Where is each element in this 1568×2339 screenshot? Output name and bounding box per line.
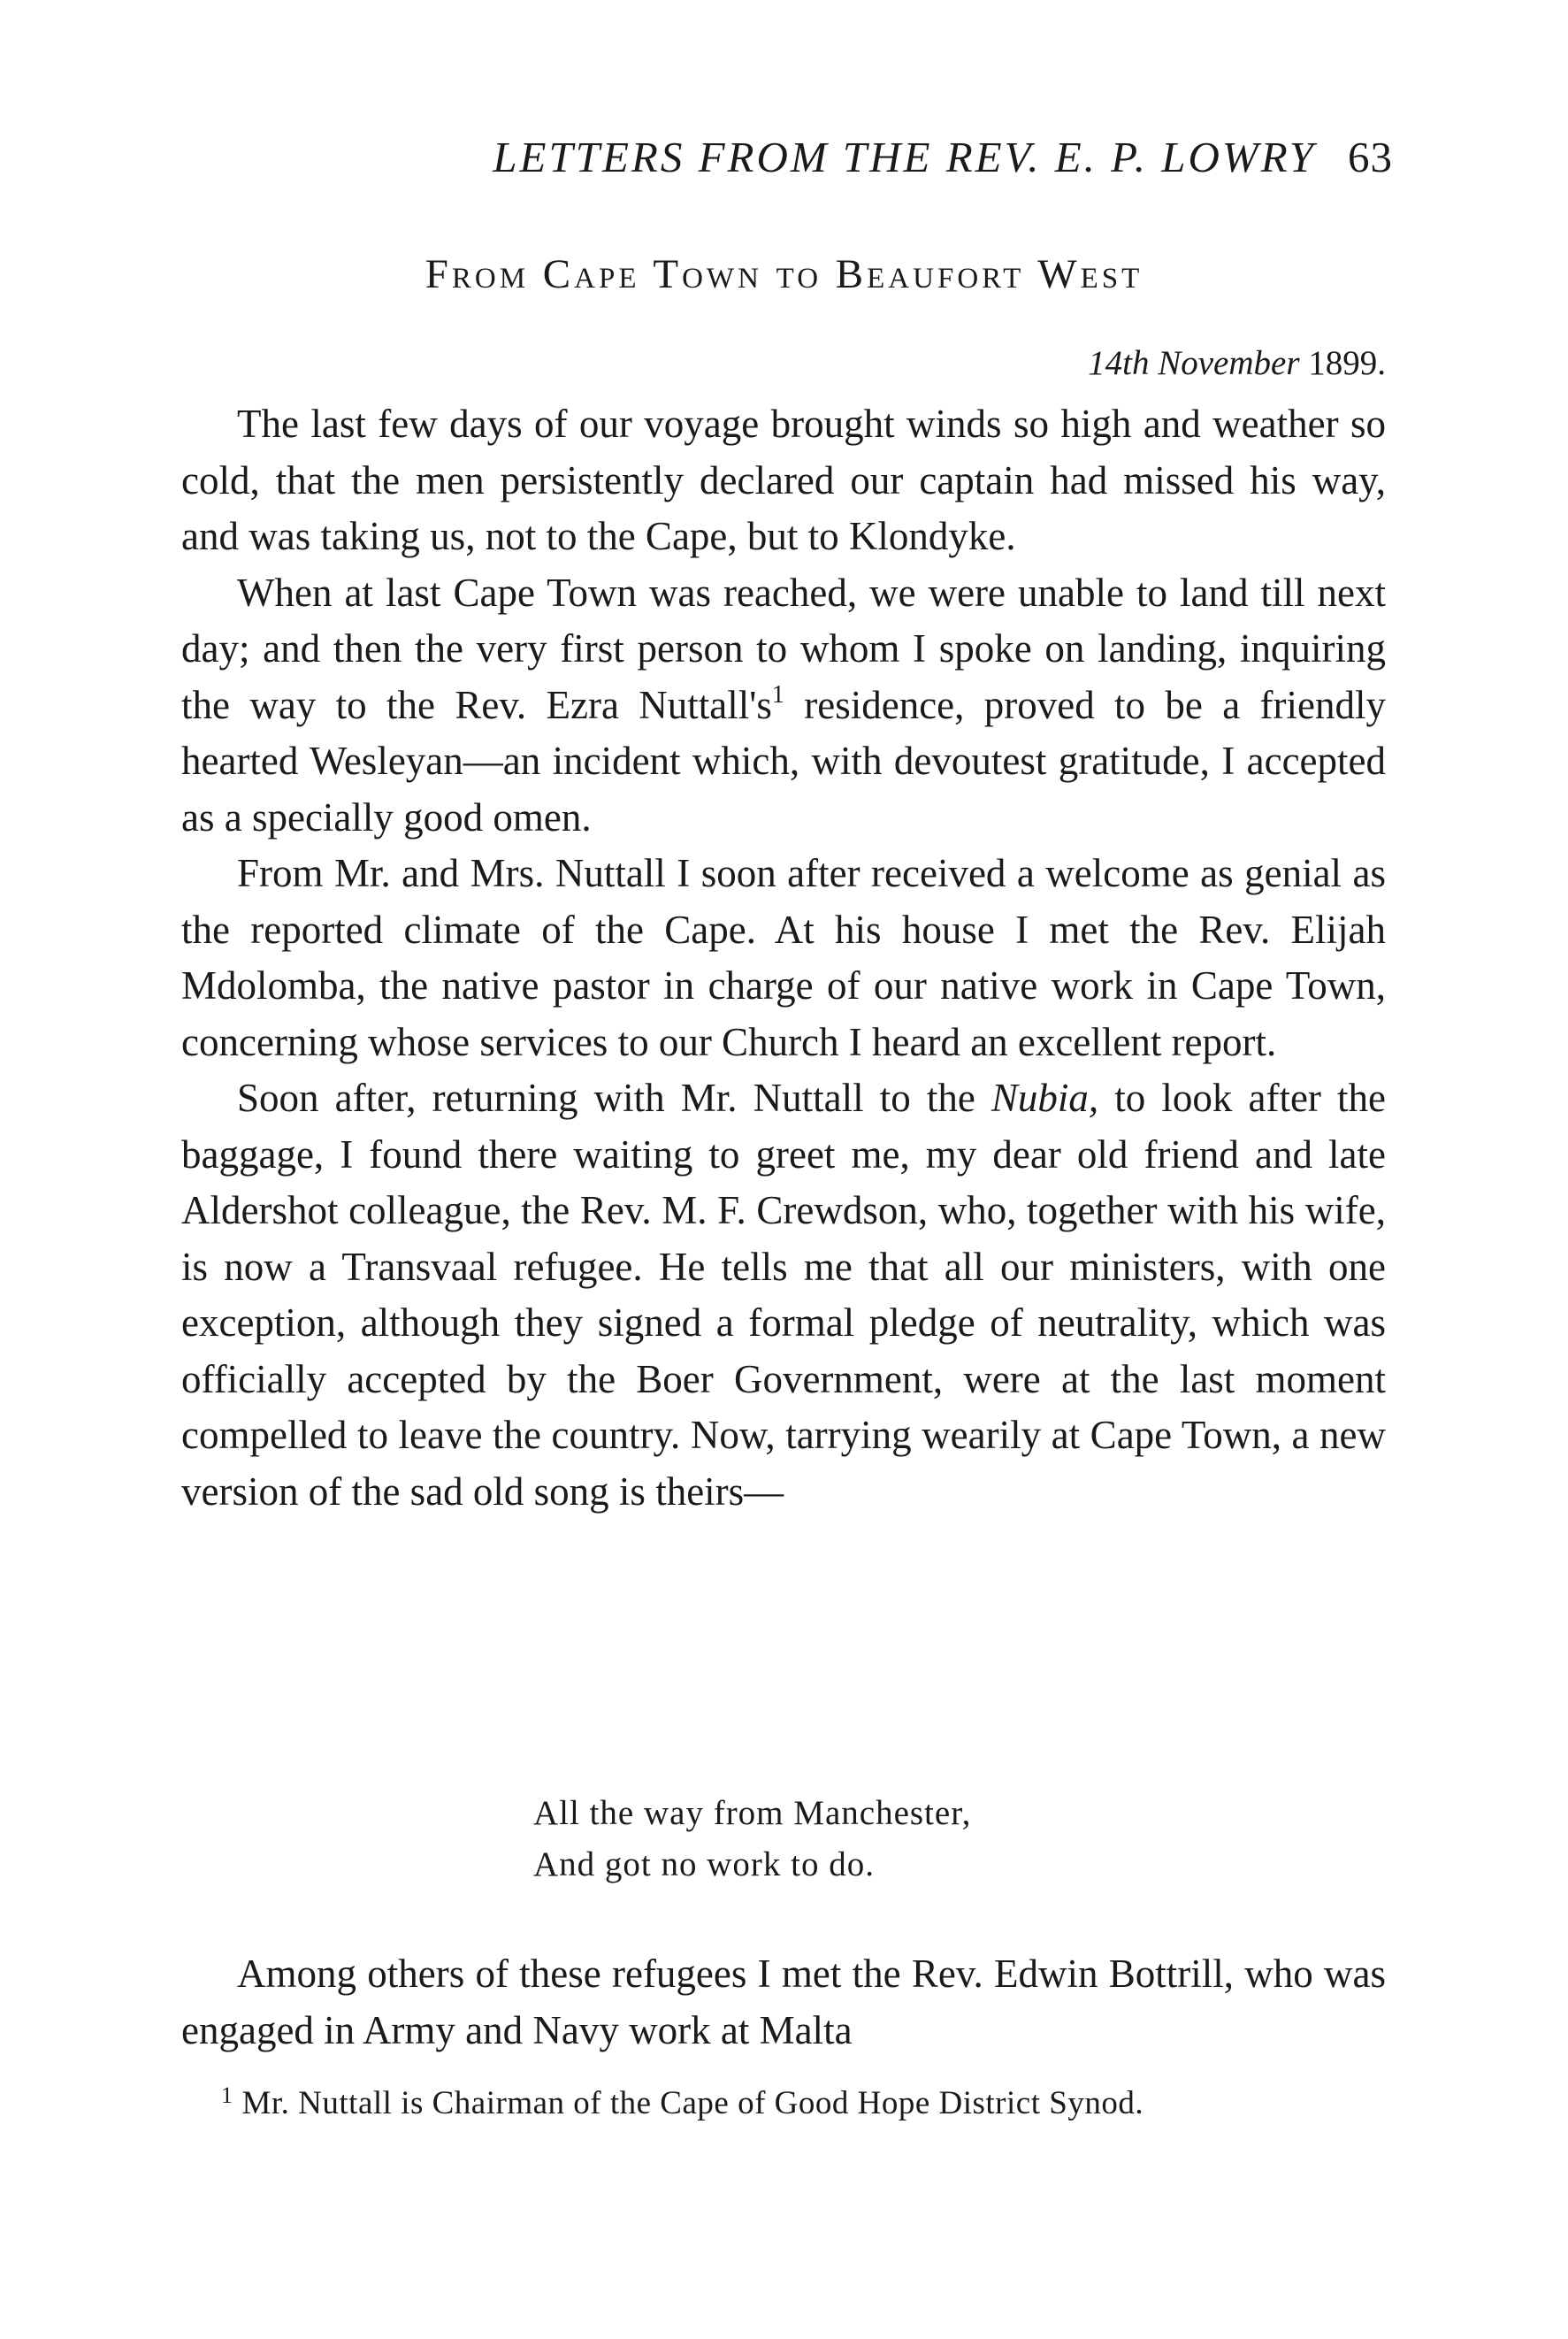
page-number: 63 — [1348, 133, 1393, 181]
verse-line-1: All the way from Manchester, — [533, 1794, 972, 1832]
footnote-marker: 1 — [221, 2082, 233, 2108]
paragraph-voyage: The last few days of our voyage brought winds so high and weather so cold, that the men persistently declared our captain had missed his way, and was taking us, not to the Cape, but to Klondyke. — [181, 402, 1386, 558]
ship-name: Nubia, — [991, 1076, 1099, 1120]
dateline-day: 14th November — [1088, 344, 1300, 382]
paragraph-landing-text-a: When at last Cape Town was reached, we were unable to land till next day; and then the very first person to whom I spoke on landing, inquiring the way to the Rev. Ezra Nuttall's — [181, 570, 1386, 727]
section-title: From Cape Town to Beaufort West — [425, 251, 1143, 297]
paragraph-nuttall: From Mr. and Mrs. Nuttall I soon after received a welcome as genial as the reported climate of the Cape. At his house I met the Rev. Elijah Mdolomba, the native pastor in charge of our native work in Cape Town, concerning whose services to our Church I heard an excellent report. — [181, 851, 1386, 1064]
letter-body-continued — [181, 1946, 1386, 2059]
dateline — [181, 343, 1386, 384]
running-head — [181, 131, 1393, 184]
footnote-text: Mr. Nuttall is Chairman of the Cape of Good Hope District Synod. — [241, 2085, 1144, 2121]
paragraph-landing — [181, 565, 1386, 847]
footnote — [221, 2074, 1388, 2125]
paragraph-bottrill: Among others of these refugees I met the Rev. Edwin Bottrill, who was engaged in Army and Navy work at Malta — [181, 1952, 1386, 2052]
running-title: LETTERS FROM THE REV. E. P. LOWRY — [493, 133, 1316, 181]
verse-line-2: And got no work to do. — [533, 1845, 875, 1883]
dateline-year: 1899. — [1308, 344, 1386, 382]
paragraph-refugees — [181, 1070, 1386, 1520]
letter-body — [181, 396, 1386, 1520]
footnote-reference: 1 — [771, 680, 784, 709]
paragraph-refugees-text-a: Soon after, returning with Mr. Nuttall to the — [237, 1076, 991, 1120]
paragraph-landing-text-b: residence, proved to be a friendly hearted Wesleyan—an incident which, with devoutest gratitude, I accepted as a specially good omen. — [181, 682, 1387, 840]
verse-quotation — [533, 1788, 971, 1890]
paragraph-refugees-text-b: to look after the baggage, I found there waiting to greet me, my dear old friend and late Aldershot colleague, the Rev. M. F. Crewdson, who, together with his wife, is now a Transvaal refugee. He tells me that all our ministers, with one exception, although they signed a formal pledge of neutrality, which was officially accepted by the Boer Government, were at the last moment compelled to leave the country. Now, tarrying wearily at Cape Town, a new version of the sad old song is theirs— — [181, 1076, 1386, 1514]
